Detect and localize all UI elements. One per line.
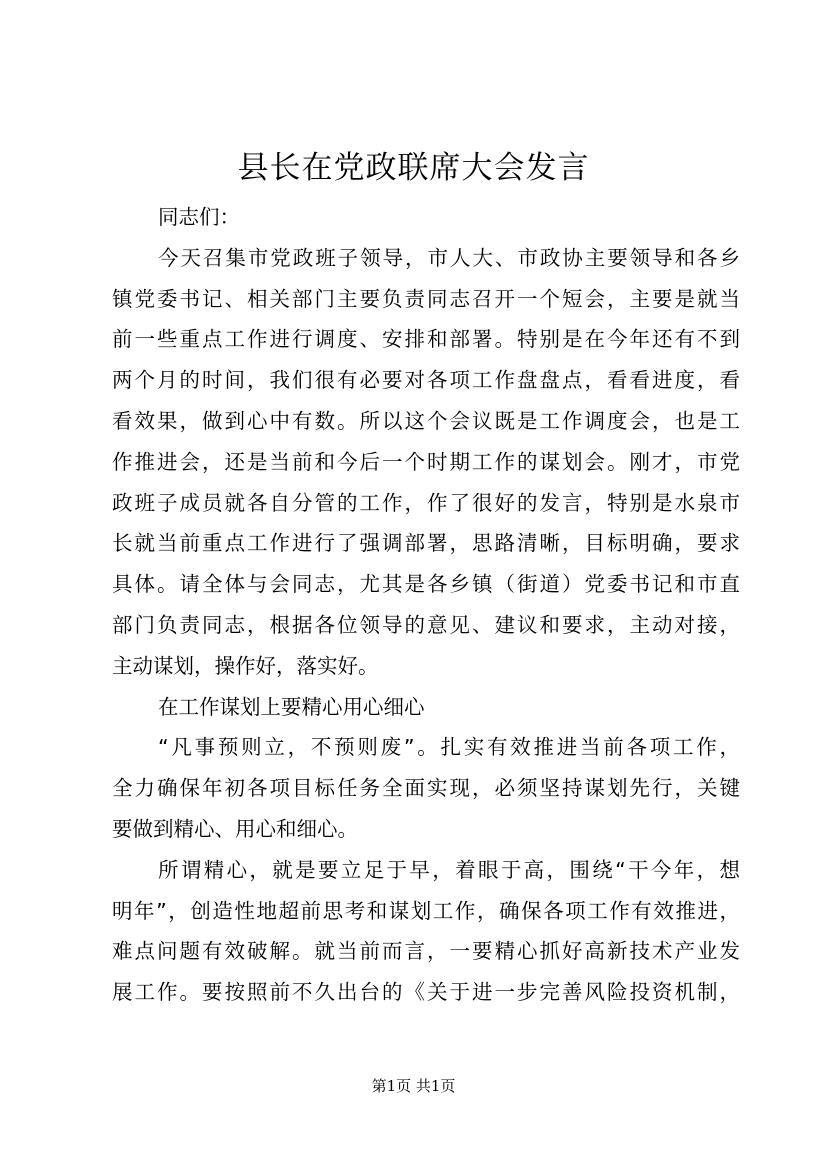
page-footer: 第1页 共1页 [371, 1077, 456, 1095]
paragraph-line: 作推进会，还是当前和今后一个时期工作的谋划会。刚才，市党 [112, 449, 740, 474]
paragraph-line: “凡事预则立，不预则废”。扎实有效推进当前各项工作， [158, 735, 740, 760]
paragraph-line: 部门负责同志，根据各位领导的意见、建议和要求，主动对接， [112, 612, 740, 637]
paragraph-line: 两个月的时间，我们很有必要对各项工作盘盘点，看看进度，看 [112, 368, 740, 393]
section-heading-line: 在工作谋划上要精心用心细心 [158, 694, 425, 719]
paragraph-line: 明年”，创造性地超前思考和谋划工作，确保各项工作有效推进， [112, 898, 740, 923]
paragraph-line: 前一些重点工作进行调度、安排和部署。特别是在今年还有不到 [112, 327, 740, 352]
paragraph-line: 看效果，做到心中有数。所以这个会议既是工作调度会，也是工 [112, 408, 740, 433]
paragraph-line: 要做到精心、用心和细心。 [112, 816, 358, 841]
paragraph-line: 难点问题有效破解。就当前而言，一要精心抓好高新技术产业发 [112, 939, 740, 964]
paragraph-line: 主动谋划，操作好，落实好。 [112, 653, 379, 678]
paragraph-line: 政班子成员就各自分管的工作，作了很好的发言，特别是水泉市 [112, 490, 740, 515]
paragraph-line: 镇党委书记、相关部门主要负责同志召开一个短会，主要是就当 [112, 286, 740, 311]
paragraph-line: 具体。请全体与会同志，尤其是各乡镇（街道）党委书记和市直 [112, 572, 740, 597]
document-title: 县长在党政联席大会发言 [237, 150, 590, 186]
paragraph-line: 全力确保年初各项目标任务全面实现，必须坚持谋划先行，关键 [112, 776, 740, 801]
document-body [112, 197, 740, 1013]
paragraph-line: 展工作。要按照前不久出台的《关于进一步完善风险投资机制， [112, 980, 740, 1005]
paragraph-line: 今天召集市党政班子领导，市人大、市政协主要领导和各乡 [158, 245, 740, 270]
paragraph-line: 长就当前重点工作进行了强调部署，思路清晰，目标明确，要求 [112, 531, 740, 556]
paragraph-line: 所谓精心，就是要立足于早，着眼于高，围绕“干今年，想 [158, 857, 740, 882]
salutation-line: 同志们： [158, 205, 240, 229]
